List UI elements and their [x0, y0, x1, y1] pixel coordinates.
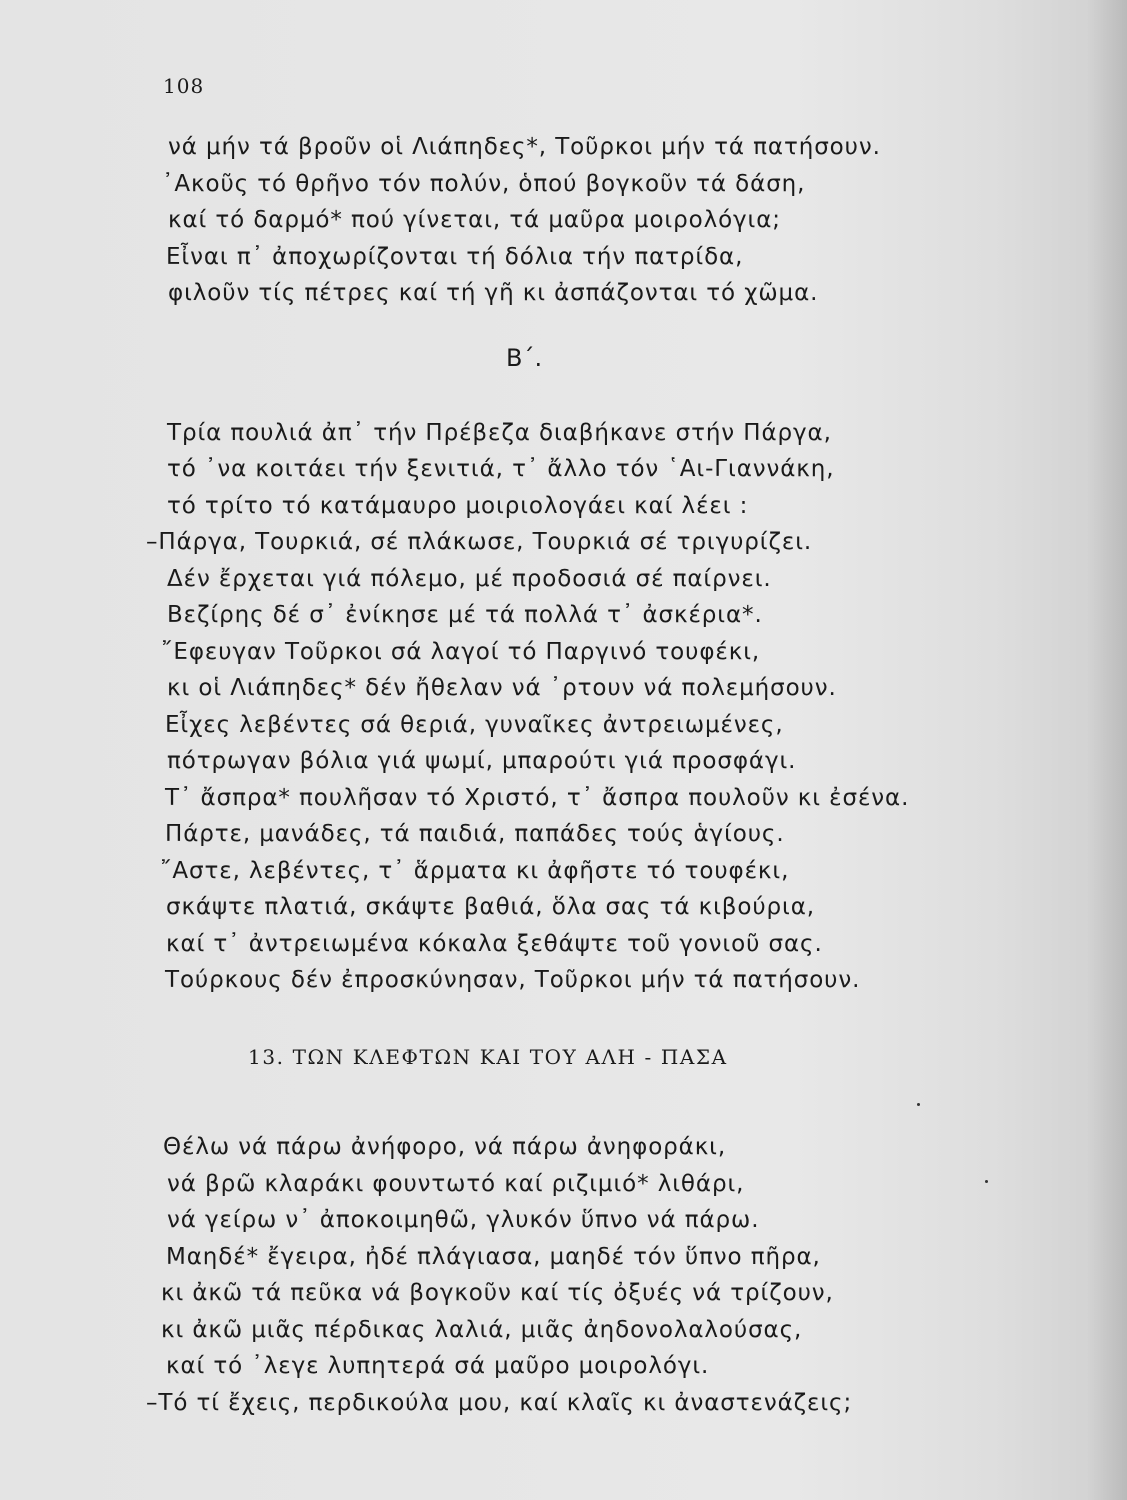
section-mark: Β΄.: [506, 344, 543, 372]
verse-line: καί τό δαρμό* πού γίνεται, τά μαῦρα μοιρολόγια;: [168, 207, 781, 233]
verse-line: κι οἱ Λιάπηδες* δέν ἤθελαν νά ᾿ρτουν νά πολεμήσουν.: [167, 675, 837, 701]
verse-line: καί τό ᾿λεγε λυπητερά σά μαῦρο μοιρολόγι.: [166, 1353, 710, 1379]
verse-line: σκάψτε πλατιά, σκάψτε βαθιά, ὅλα σας τά κιβούρια,: [166, 894, 815, 920]
verse-line: ᾿Ακοῦς τό θρῆνο τόν πολύν, ὁπού βογκοῦν τά δάση,: [162, 171, 806, 197]
verse-line: κι ἀκῶ τά πεῦκα νά βογκοῦν καί τίς ὀξυές νά τρίζουν,: [161, 1280, 834, 1306]
poem-heading: 13. ΤΩΝ ΚΛΕΦΤΩΝ ΚΑΙ ΤΟΥ ΑΛΗ - ΠΑΣΑ: [248, 1045, 728, 1069]
verse-line: κι ἀκῶ μιᾶς πέρδικας λαλιά, μιᾶς ἀηδονολαλούσας,: [161, 1317, 803, 1343]
verse-line: νά βρῶ κλαράκι φουντωτό καί ριζιμιό* λιθάρι,: [167, 1171, 745, 1197]
page-number: 108: [163, 74, 205, 98]
verse-line: τό τρίτο τό κατάμαυρο μοιριολογάει καί λέει :: [167, 493, 749, 519]
verse-line: Τούρκους δέν ἐπροσκύνησαν, Τοῦρκοι μήν τά πατήσουν.: [165, 967, 861, 993]
verse-line: ῎Αστε, λεβέντες, τ᾿ ἅρματα κι ἀφῆστε τό τουφέκι,: [160, 858, 790, 884]
ink-speck: [985, 1180, 988, 1183]
verse-line: Δέν ἔρχεται γιά πόλεμο, μέ προδοσιά σέ παίρνει.: [167, 566, 772, 592]
verse-line: Εἶναι π᾿ ἀποχωρίζονται τή δόλια τήν πατρίδα,: [166, 244, 744, 270]
verse-line: Τ᾿ ἄσπρα* πουλῆσαν τό Χριστό, τ᾿ ἄσπρα πουλοῦν κι ἐσένα.: [165, 785, 910, 811]
verse-line: τό ᾿να κοιτάει τήν ξενιτιά, τ᾿ ἄλλο τόν ῾Αι-Γιαννάκη,: [167, 456, 835, 482]
ink-speck: [917, 1103, 920, 1106]
verse-line: νά μήν τά βροῦν οἱ Λιάπηδες*, Τοῦρκοι μήν τά πατήσουν.: [168, 134, 881, 160]
verse-line: Βεζίρης δέ σ᾿ ἐνίκησε μέ τά πολλά τ᾿ ἀσκέρια*.: [167, 602, 763, 628]
verse-line: ῎Εφευγαν Τοῦρκοι σά λαγοί τό Παργινό τουφέκι,: [161, 639, 761, 665]
verse-line: φιλοῦν τίς πέτρες καί τή γῆ κι ἀσπάζονται τό χῶμα.: [168, 280, 819, 306]
verse-line: καί τ᾿ ἀντρειωμένα κόκαλα ξεθάψτε τοῦ γονιοῦ σας.: [166, 931, 823, 957]
verse-line: νά γείρω ν᾿ ἀποκοιμηθῶ, γλυκόν ὕπνο νά πάρω.: [167, 1207, 760, 1233]
verse-line: Θέλω νά πάρω ἀνήφορο, νά πάρω ἀνηφοράκι,: [163, 1134, 727, 1160]
verse-line: Πάρτε, μανάδες, τά παιδιά, παπάδες τούς ἁγίους.: [165, 821, 785, 847]
verse-line: –Πάργα, Τουρκιά, σέ πλάκωσε, Τουρκιά σέ τριγυρίζει.: [146, 529, 813, 555]
verse-line: Τρία πουλιά ἀπ᾿ τήν Πρέβεζα διαβήκανε στήν Πάργα,: [167, 420, 832, 446]
verse-line: Εἶχες λεβέντες σά θεριά, γυναῖκες ἀντρειωμένες,: [165, 712, 784, 738]
gutter-shadow: [1087, 0, 1127, 1500]
verse-line: Μαηδέ* ἔγειρα, ἠδέ πλάγιασα, μαηδέ τόν ὕπνο πῆρα,: [166, 1244, 821, 1270]
verse-line: πότρωγαν βόλια γιά ψωμί, μπαρούτι γιά προσφάγι.: [167, 748, 797, 774]
verse-line: –Τό τί ἔχεις, περδικούλα μου, καί κλαῖς κι ἀναστενάζεις;: [146, 1390, 853, 1416]
